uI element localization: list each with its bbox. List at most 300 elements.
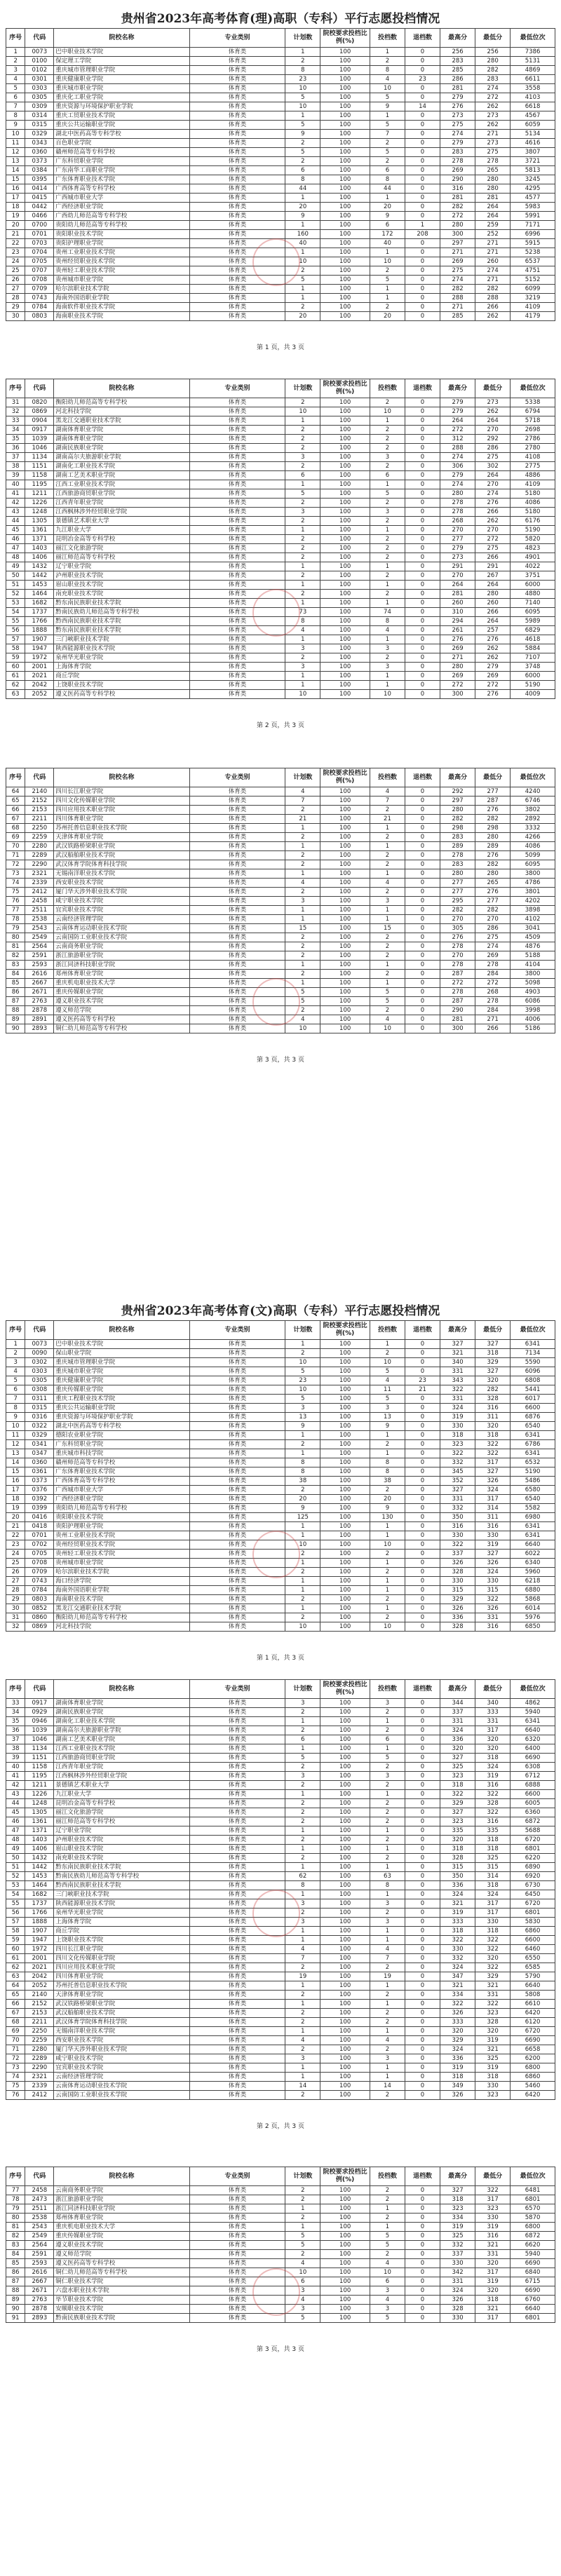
table-cell: 5190 bbox=[511, 526, 555, 535]
table-cell: 100 bbox=[320, 294, 370, 303]
table-cell: 264 bbox=[475, 212, 511, 221]
table-cell: 266 bbox=[475, 508, 511, 517]
table-cell: 281 bbox=[440, 1015, 475, 1024]
table-cell: 0 bbox=[405, 997, 440, 1006]
table-cell: 17 bbox=[6, 1486, 25, 1495]
table-cell: 306 bbox=[440, 462, 475, 471]
table-cell: 2140 bbox=[25, 787, 54, 796]
table-cell: 2 bbox=[370, 1550, 405, 1559]
table-cell: 0929 bbox=[25, 1708, 54, 1717]
table-cell: 264 bbox=[475, 203, 511, 212]
table-cell: 0090 bbox=[25, 1349, 54, 1358]
table-cell: 5582 bbox=[511, 1504, 555, 1513]
table-cell: 9 bbox=[370, 212, 405, 221]
table-cell: 100 bbox=[320, 398, 370, 407]
table-cell: 1 bbox=[405, 221, 440, 230]
table-cell: 6600 bbox=[511, 1936, 555, 1945]
table-cell: 0 bbox=[405, 2259, 440, 2268]
table-cell: 329 bbox=[440, 1595, 475, 1604]
table-row bbox=[6, 1854, 555, 1863]
table-cell: 274 bbox=[475, 942, 511, 951]
table-cell: 0709 bbox=[25, 285, 54, 294]
page-footer: 第 3 页，共 3 页 bbox=[257, 2346, 304, 2353]
table-cell: 体育类 bbox=[189, 294, 285, 303]
table-cell: 九江职业大学 bbox=[54, 1790, 189, 1799]
table-cell: 27 bbox=[6, 1577, 25, 1586]
table-cell: 0 bbox=[405, 303, 440, 312]
table-cell: 264 bbox=[475, 581, 511, 590]
table-cell: 274 bbox=[440, 276, 475, 285]
table-cell: 273 bbox=[440, 111, 475, 121]
table-cell: 贵州轻工职业技术学院 bbox=[54, 266, 189, 276]
table-cell: 100 bbox=[320, 1763, 370, 1772]
table-cell: 1766 bbox=[25, 1909, 54, 1918]
table-cell: 1371 bbox=[25, 535, 54, 544]
table-cell: 100 bbox=[320, 2063, 370, 2073]
table-cell: 体育类 bbox=[189, 1918, 285, 1927]
table-cell: 0 bbox=[405, 435, 440, 444]
table-cell: 325 bbox=[440, 2232, 475, 2241]
table-cell: 100 bbox=[320, 915, 370, 924]
table-cell: 100 bbox=[320, 1909, 370, 1918]
table-cell: 湖北中医药高等专科学校 bbox=[54, 130, 189, 139]
table-cell: 2 bbox=[370, 499, 405, 508]
table-cell: 100 bbox=[320, 1899, 370, 1909]
table-cell: 7 bbox=[370, 796, 405, 806]
table-cell: 1 bbox=[370, 1826, 405, 1836]
table-row bbox=[6, 970, 555, 979]
table-cell: 2 bbox=[370, 1726, 405, 1735]
table-cell: 2 bbox=[370, 1486, 405, 1495]
table-cell: 体育类 bbox=[189, 1568, 285, 1577]
table-cell: 0852 bbox=[25, 1604, 54, 1613]
table-cell: 武汉铁路桥梁职业学院 bbox=[54, 2000, 189, 2009]
table-cell: 体育类 bbox=[189, 1845, 285, 1854]
table-cell: 208 bbox=[405, 230, 440, 239]
table-cell: 1 bbox=[370, 480, 405, 489]
table-cell: 34 bbox=[6, 426, 25, 435]
table-cell: 282 bbox=[440, 815, 475, 824]
table-cell: 1 bbox=[285, 1826, 320, 1836]
table-cell: 体育类 bbox=[189, 517, 285, 526]
page-footer: 第 2 页，共 3 页 bbox=[257, 2123, 304, 2130]
table-cell: 100 bbox=[320, 961, 370, 970]
table-row bbox=[6, 690, 555, 699]
table-cell: 7171 bbox=[511, 221, 555, 230]
table-cell: 5790 bbox=[511, 1972, 555, 1981]
table-cell: 315 bbox=[440, 1863, 475, 1872]
table-cell: 100 bbox=[320, 1495, 370, 1504]
table-cell: 2 bbox=[370, 1349, 405, 1358]
table-cell: 260 bbox=[475, 257, 511, 266]
table-cell: 2 bbox=[370, 1440, 405, 1449]
table-cell: 100 bbox=[320, 2027, 370, 2036]
table-cell: 279 bbox=[440, 407, 475, 416]
table-cell: 保定理工学院 bbox=[54, 57, 189, 66]
table-cell: 贵阳护理职业学院 bbox=[54, 239, 189, 248]
table-cell: 42 bbox=[6, 499, 25, 508]
table-row bbox=[6, 1376, 555, 1385]
table-cell: 2892 bbox=[511, 815, 555, 824]
table-cell: 2 bbox=[285, 2018, 320, 2027]
table-cell: 10 bbox=[370, 407, 405, 416]
table-cell: 4823 bbox=[511, 544, 555, 553]
column-header: 院校要求投档比例(%) bbox=[320, 1680, 370, 1699]
table-cell: 0442 bbox=[25, 203, 54, 212]
table-cell: 100 bbox=[320, 2296, 370, 2305]
table-cell: 3751 bbox=[511, 571, 555, 581]
table-cell: 100 bbox=[320, 1440, 370, 1449]
table-cell: 4240 bbox=[511, 787, 555, 796]
table-cell: 5 bbox=[285, 1395, 320, 1404]
table-cell: 319 bbox=[440, 2063, 475, 2073]
table-cell: 3 bbox=[285, 1772, 320, 1781]
table-cell: 272 bbox=[440, 681, 475, 690]
table-cell: 26 bbox=[6, 1568, 25, 1577]
table-cell: 262 bbox=[475, 121, 511, 130]
table-cell: 3 bbox=[370, 1772, 405, 1781]
table-cell: 海口经济学院 bbox=[54, 1577, 189, 1586]
table-cell: 36 bbox=[6, 444, 25, 453]
table-cell: 0 bbox=[405, 2027, 440, 2036]
table-cell: 体育类 bbox=[189, 581, 285, 590]
table-cell: 贵州轻工职业技术学院 bbox=[54, 1550, 189, 1559]
table-cell: 318 bbox=[440, 1927, 475, 1936]
table-cell: 2616 bbox=[25, 2268, 54, 2277]
table-cell: 48 bbox=[6, 553, 25, 562]
table-cell: 湖南工艺美术职业学院 bbox=[54, 1735, 189, 1744]
table-cell: 23 bbox=[405, 75, 440, 84]
table-row bbox=[6, 1963, 555, 1972]
table-cell: 328 bbox=[440, 1622, 475, 1632]
table-cell: 6730 bbox=[511, 1881, 555, 1890]
table-cell: 284 bbox=[475, 1006, 511, 1015]
table-cell: 270 bbox=[475, 480, 511, 489]
table-cell: 4 bbox=[370, 1376, 405, 1385]
table-cell: 125 bbox=[285, 1513, 320, 1522]
table-cell: 0 bbox=[405, 1817, 440, 1826]
column-header: 最低位次 bbox=[511, 2167, 555, 2186]
table-cell: 0343 bbox=[25, 139, 54, 148]
table-row bbox=[6, 1467, 555, 1477]
table-cell: 2 bbox=[285, 833, 320, 842]
column-header: 退档数 bbox=[405, 2167, 440, 2186]
table-cell: 276 bbox=[440, 635, 475, 644]
table-cell: 8 bbox=[370, 66, 405, 75]
table-cell: 282 bbox=[475, 815, 511, 824]
table-cell: 300 bbox=[440, 230, 475, 239]
table-cell: 264 bbox=[440, 581, 475, 590]
table-cell: 体育类 bbox=[189, 869, 285, 879]
table-cell: 1 bbox=[370, 979, 405, 988]
table-cell: 9 bbox=[6, 121, 25, 130]
table-cell: 8 bbox=[285, 617, 320, 626]
table-cell: 体育类 bbox=[189, 2045, 285, 2054]
table-cell: 65 bbox=[6, 796, 25, 806]
column-header: 最低分 bbox=[475, 1321, 511, 1340]
table-cell: 318 bbox=[475, 1431, 511, 1440]
table-cell: 0329 bbox=[25, 130, 54, 139]
table-cell: 100 bbox=[320, 508, 370, 517]
table-row bbox=[6, 1808, 555, 1817]
table-cell: 6890 bbox=[511, 1863, 555, 1872]
table-cell: 100 bbox=[320, 121, 370, 130]
table-cell: 281 bbox=[475, 194, 511, 203]
table-cell: 30 bbox=[6, 1604, 25, 1613]
table-cell: 贵阳职业技术学院 bbox=[54, 230, 189, 239]
table-cell: 10 bbox=[6, 1422, 25, 1431]
table-cell: 4108 bbox=[511, 453, 555, 462]
table-cell: 5 bbox=[370, 276, 405, 285]
table-cell: 4 bbox=[285, 879, 320, 888]
table-cell: 0 bbox=[405, 1340, 440, 1349]
table-cell: 体育类 bbox=[189, 988, 285, 997]
table-cell: 河北科技学院 bbox=[54, 407, 189, 416]
table-cell: 73 bbox=[6, 2063, 25, 2073]
table-cell: 274 bbox=[475, 489, 511, 499]
table-cell: 326 bbox=[440, 2009, 475, 2018]
table-row bbox=[6, 526, 555, 535]
column-header: 序号 bbox=[6, 2167, 25, 2186]
table-cell: 100 bbox=[320, 517, 370, 526]
table-cell: 272 bbox=[475, 535, 511, 544]
table-cell: 四川文化传媒职业学院 bbox=[54, 796, 189, 806]
table-cell: 331 bbox=[440, 1367, 475, 1376]
table-cell: 0 bbox=[405, 663, 440, 672]
table-cell: 100 bbox=[320, 426, 370, 435]
table-cell: 体育类 bbox=[189, 471, 285, 480]
table-cell: 1195 bbox=[25, 480, 54, 489]
table-cell: 286 bbox=[475, 924, 511, 933]
table-cell: 2290 bbox=[25, 860, 54, 869]
table-cell: 100 bbox=[320, 1744, 370, 1754]
table-cell: 100 bbox=[320, 130, 370, 139]
table-cell: 100 bbox=[320, 1559, 370, 1568]
table-cell: 6580 bbox=[511, 1486, 555, 1495]
table-cell: 272 bbox=[475, 979, 511, 988]
table-cell: 2458 bbox=[25, 2186, 54, 2195]
table-cell: 1 bbox=[370, 562, 405, 571]
table-cell: 333 bbox=[440, 1918, 475, 1927]
table-cell: 2 bbox=[370, 1963, 405, 1972]
table-cell: 黔东南民族职业技术学院 bbox=[54, 599, 189, 608]
table-cell: 三门峡职业技术学院 bbox=[54, 1890, 189, 1899]
table-cell: 6712 bbox=[511, 1772, 555, 1781]
table-cell: 280 bbox=[440, 869, 475, 879]
table-cell: 6801 bbox=[511, 2314, 555, 2323]
table-row bbox=[6, 888, 555, 897]
table-cell: 1453 bbox=[25, 581, 54, 590]
table-cell: 昆明冶金高等专科学校 bbox=[54, 535, 189, 544]
table-cell: 体育类 bbox=[189, 2054, 285, 2063]
table-cell: 323 bbox=[475, 2204, 511, 2214]
table-cell: 0 bbox=[405, 562, 440, 571]
table-cell: 2 bbox=[285, 426, 320, 435]
table-cell: 5 bbox=[370, 148, 405, 157]
table-cell: 317 bbox=[475, 2268, 511, 2277]
table-cell: 0 bbox=[405, 1595, 440, 1604]
table-cell: 0 bbox=[405, 672, 440, 681]
table-cell: 320 bbox=[475, 1744, 511, 1754]
table-row bbox=[6, 2204, 555, 2214]
column-header: 院校名称 bbox=[54, 379, 189, 398]
table-cell: 6888 bbox=[511, 1781, 555, 1790]
table-cell: 武汉船舶职业技术学院 bbox=[54, 851, 189, 860]
table-cell: 2290 bbox=[25, 2063, 54, 2073]
table-cell: 体育类 bbox=[189, 1936, 285, 1945]
table-cell: 安顺职业技术学院 bbox=[54, 2305, 189, 2314]
table-cell: 0 bbox=[405, 1927, 440, 1936]
table-cell: 5 bbox=[285, 148, 320, 157]
table-cell: 6320 bbox=[511, 1735, 555, 1744]
table-cell: 1 bbox=[285, 285, 320, 294]
table-cell: 330 bbox=[440, 1945, 475, 1954]
table-cell: 15 bbox=[285, 924, 320, 933]
page-footer: 第 2 页，共 3 页 bbox=[257, 722, 304, 729]
table-cell: 100 bbox=[320, 888, 370, 897]
table-cell: 0 bbox=[405, 212, 440, 221]
table-cell: 2152 bbox=[25, 2000, 54, 2009]
table-cell: 13 bbox=[6, 1449, 25, 1458]
table-cell: 重庆资源与环境保护职业学院 bbox=[54, 102, 189, 111]
table-row bbox=[6, 194, 555, 203]
table-cell: 0 bbox=[405, 1577, 440, 1586]
table-cell: 1 bbox=[370, 1936, 405, 1945]
table-cell: 1 bbox=[285, 581, 320, 590]
table-cell: 6618 bbox=[511, 102, 555, 111]
table-cell: 3 bbox=[370, 453, 405, 462]
column-header: 代码 bbox=[25, 1680, 54, 1699]
table-cell: 100 bbox=[320, 2054, 370, 2063]
table-cell: 四川应用技术职业学院 bbox=[54, 806, 189, 815]
table-cell: 2 bbox=[6, 57, 25, 66]
table-cell: 262 bbox=[475, 653, 511, 663]
table-cell: 100 bbox=[320, 1826, 370, 1836]
table-cell: 体育类 bbox=[189, 1531, 285, 1540]
table-cell: 2321 bbox=[25, 869, 54, 879]
table-cell: 41 bbox=[6, 489, 25, 499]
table-cell: 9 bbox=[6, 1413, 25, 1422]
table-cell: 21 bbox=[405, 1385, 440, 1395]
table-cell: 0315 bbox=[25, 121, 54, 130]
table-cell: 7107 bbox=[511, 653, 555, 663]
table-cell: 2 bbox=[370, 462, 405, 471]
table-cell: 2667 bbox=[25, 979, 54, 988]
table-cell: 6570 bbox=[511, 2204, 555, 2214]
table-row bbox=[6, 581, 555, 590]
table-cell: 贵阳护理职业学院 bbox=[54, 1522, 189, 1531]
table-cell: 4009 bbox=[511, 690, 555, 699]
table-cell: 100 bbox=[320, 1754, 370, 1763]
table-row bbox=[6, 562, 555, 571]
table-cell: 100 bbox=[320, 1781, 370, 1790]
table-cell: 6 bbox=[285, 166, 320, 175]
table-cell: 0 bbox=[405, 1395, 440, 1404]
table-cell: 5190 bbox=[511, 1467, 555, 1477]
table-cell: 281 bbox=[440, 590, 475, 599]
table-cell: 100 bbox=[320, 787, 370, 796]
table-cell: 2 bbox=[370, 517, 405, 526]
table-cell: 0 bbox=[405, 970, 440, 979]
table-cell: 322 bbox=[440, 2000, 475, 2009]
table-cell: 2 bbox=[370, 860, 405, 869]
table-cell: 1 bbox=[370, 869, 405, 879]
table-cell: 3807 bbox=[511, 148, 555, 157]
table-cell: 318 bbox=[475, 2296, 511, 2305]
table-cell: 314 bbox=[475, 1504, 511, 1513]
table-cell: 100 bbox=[320, 1349, 370, 1358]
table-cell: 3 bbox=[370, 1699, 405, 1708]
table-row bbox=[6, 1826, 555, 1836]
table-row bbox=[6, 961, 555, 970]
table-cell: 0347 bbox=[25, 1449, 54, 1458]
table-cell: 289 bbox=[475, 842, 511, 851]
official-seal-icon bbox=[252, 238, 300, 286]
table-cell: 体育类 bbox=[189, 1808, 285, 1817]
table-cell: 100 bbox=[320, 970, 370, 979]
table-cell: 2591 bbox=[25, 2250, 54, 2259]
table-cell: 4616 bbox=[511, 139, 555, 148]
table-cell: 64 bbox=[6, 787, 25, 796]
table-cell: 100 bbox=[320, 526, 370, 535]
column-header: 院校名称 bbox=[54, 2167, 189, 2186]
table-cell: 320 bbox=[475, 1735, 511, 1744]
table-row bbox=[6, 806, 555, 815]
column-header: 院校要求投档比例(%) bbox=[320, 2167, 370, 2186]
table-cell: 315 bbox=[475, 1863, 511, 1872]
table-cell: 重庆资源与环境保护职业学院 bbox=[54, 1413, 189, 1422]
table-cell: 100 bbox=[320, 806, 370, 815]
table-cell: 32 bbox=[6, 407, 25, 416]
table-cell: 2 bbox=[370, 2250, 405, 2259]
table-cell: 体育类 bbox=[189, 2195, 285, 2204]
table-cell: 270 bbox=[475, 915, 511, 924]
table-row bbox=[6, 2063, 555, 2073]
table-cell: 1 bbox=[370, 1559, 405, 1568]
table-cell: 276 bbox=[475, 851, 511, 860]
table-cell: 317 bbox=[475, 1495, 511, 1504]
table-cell: 283 bbox=[475, 75, 511, 84]
table-row bbox=[6, 203, 555, 212]
table-cell: 321 bbox=[440, 1899, 475, 1909]
table-cell: 2 bbox=[370, 942, 405, 951]
table-cell: 6600 bbox=[511, 1790, 555, 1799]
official-seal-icon bbox=[252, 978, 300, 1026]
table-cell: 3245 bbox=[511, 175, 555, 184]
table-cell: 1134 bbox=[25, 1744, 54, 1754]
table-cell: 遵义师范学院 bbox=[54, 1006, 189, 1015]
table-cell: 64 bbox=[6, 1981, 25, 1991]
table-cell: 1 bbox=[285, 842, 320, 851]
table-cell: 2 bbox=[285, 2091, 320, 2100]
table-row bbox=[6, 663, 555, 672]
table-cell: 278 bbox=[440, 508, 475, 517]
table-cell: 体育类 bbox=[189, 257, 285, 266]
table-cell: 290 bbox=[440, 175, 475, 184]
table-cell: 6658 bbox=[511, 2045, 555, 2054]
table-cell: 体育类 bbox=[189, 1708, 285, 1717]
column-header: 最低位次 bbox=[511, 1321, 555, 1340]
table-cell: 1 bbox=[285, 111, 320, 121]
table-cell: 1406 bbox=[25, 553, 54, 562]
table-cell: 0860 bbox=[25, 1613, 54, 1622]
table-cell: 331 bbox=[440, 1717, 475, 1726]
table-cell: 体育类 bbox=[189, 1467, 285, 1477]
table-cell: 体育类 bbox=[189, 499, 285, 508]
table-cell: 巴中职业技术学院 bbox=[54, 48, 189, 57]
table-header-row bbox=[6, 29, 555, 48]
table-cell: 5915 bbox=[511, 239, 555, 248]
